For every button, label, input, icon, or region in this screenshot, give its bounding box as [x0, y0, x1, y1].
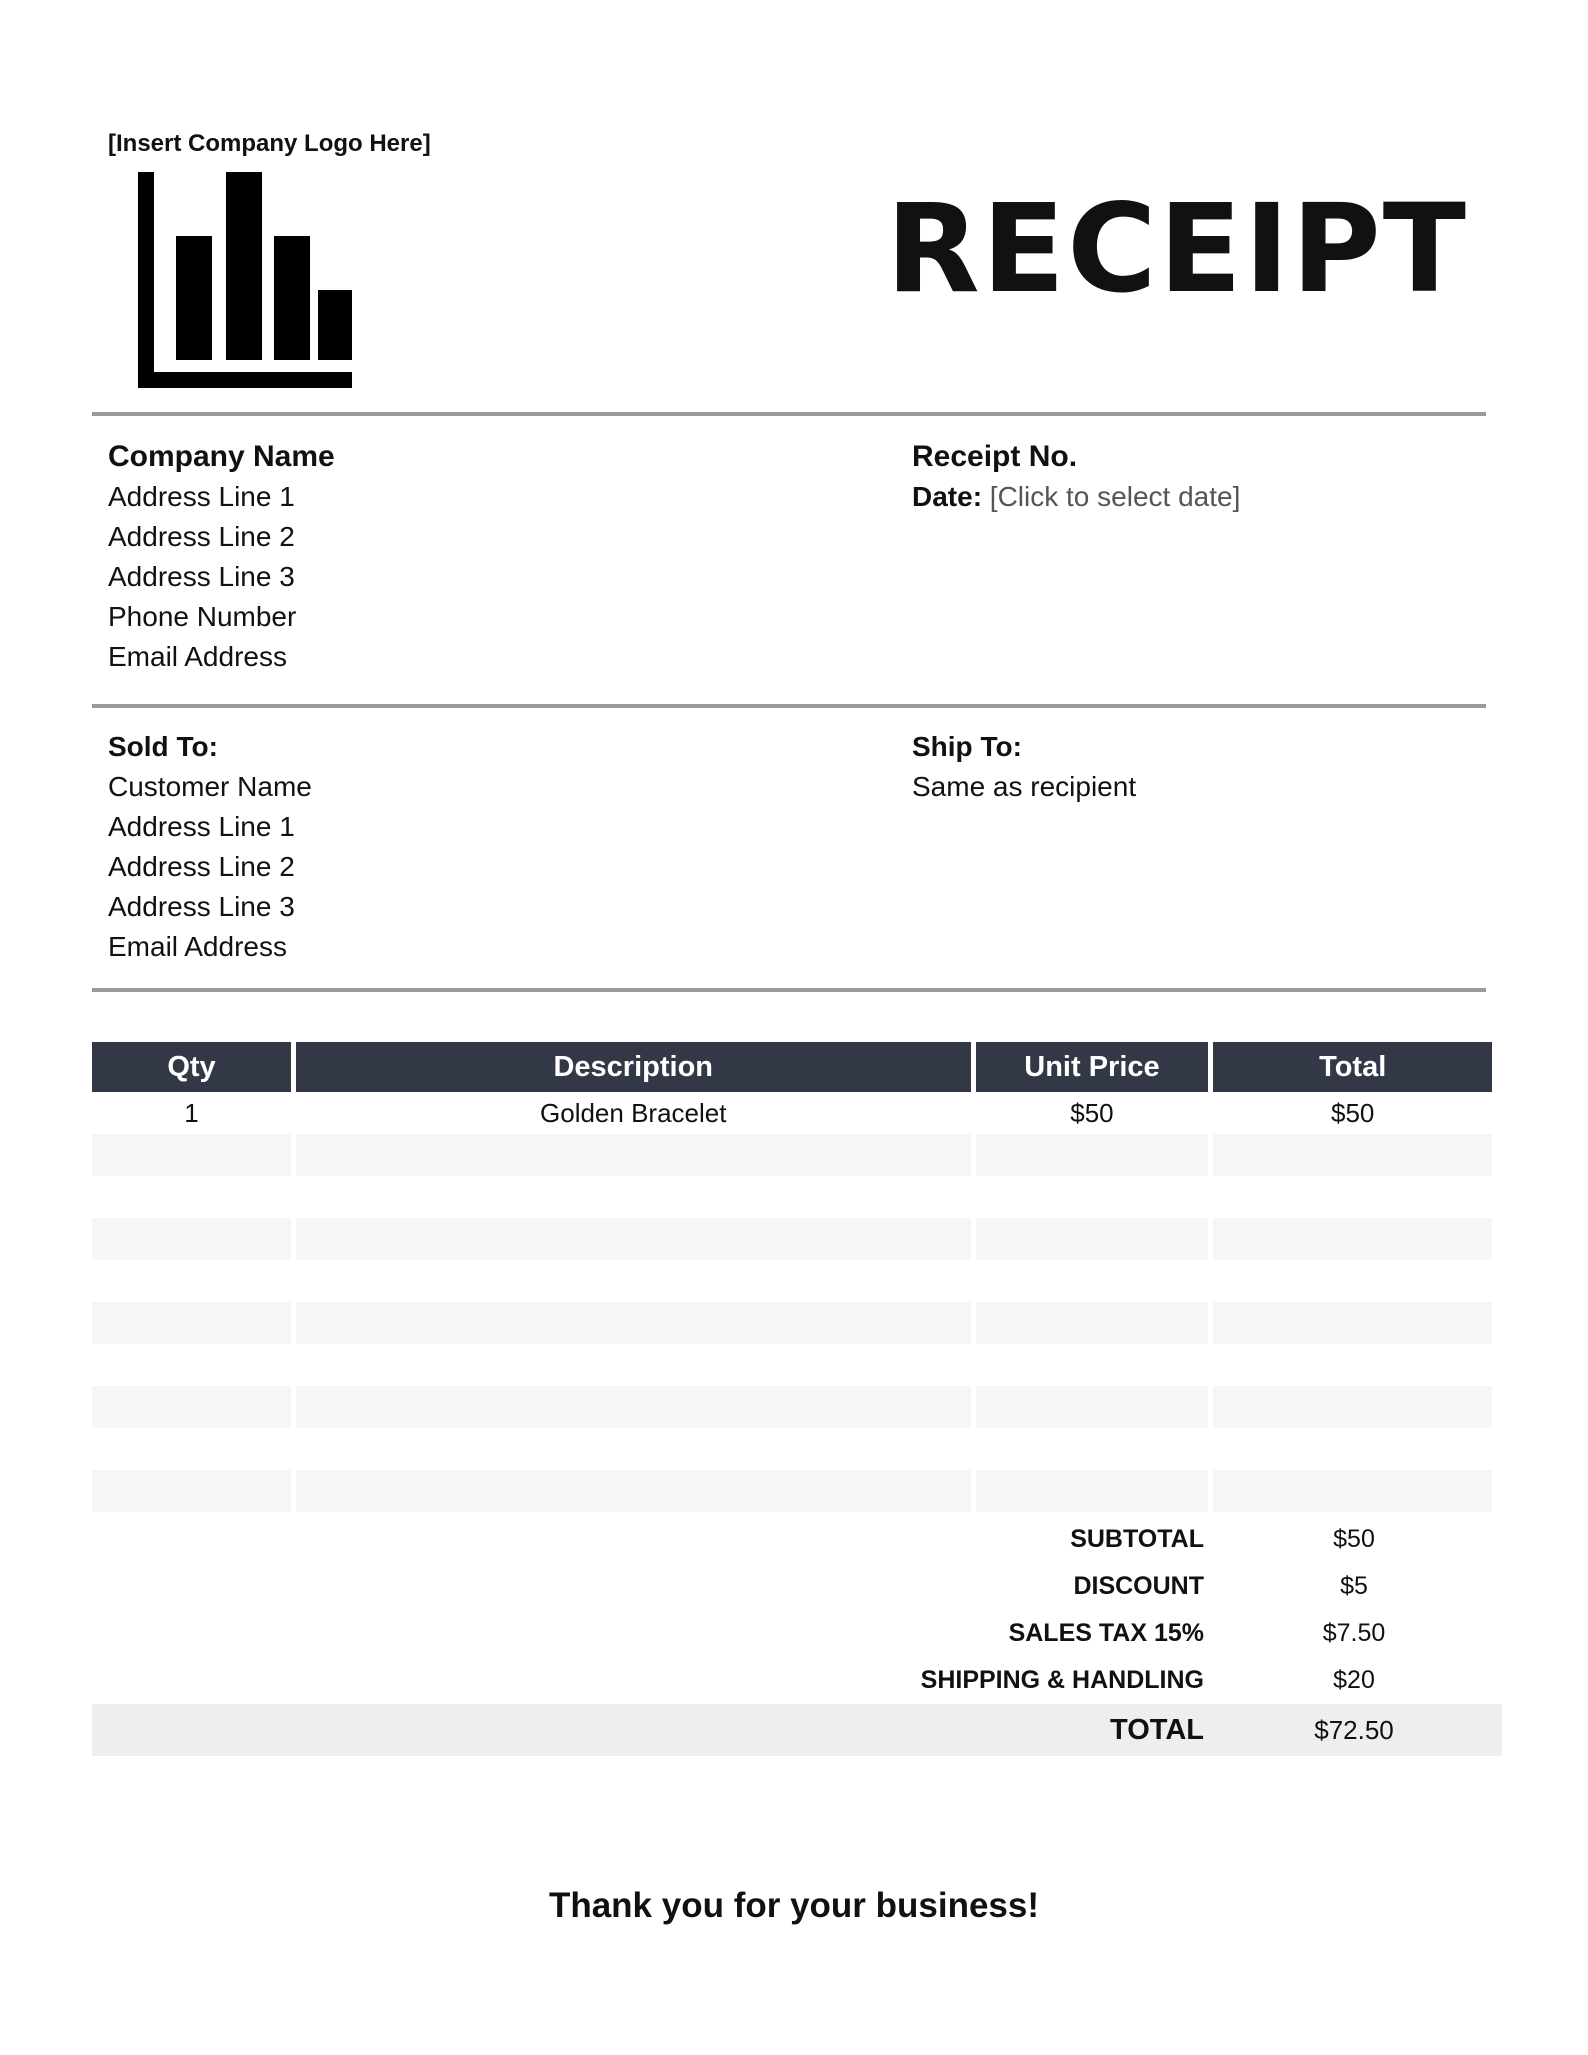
discount-label: DISCOUNT [1073, 1572, 1204, 1600]
sold-to-info [108, 727, 312, 967]
ship-to-info [912, 727, 1136, 807]
thank-you-message: Thank you for your business! [548, 1886, 1040, 1925]
table-row [92, 1218, 1492, 1260]
logo-axis-vertical [138, 172, 154, 388]
company-address-1: Address Line 1 [108, 481, 295, 512]
customer-email: Email Address [108, 931, 287, 962]
row-description: Golden Bracelet [540, 1097, 727, 1128]
qty-header: Qty [92, 1042, 291, 1092]
date-label: Date: [912, 481, 983, 512]
date-picker[interactable]: [Click to select date] [989, 481, 1241, 512]
logo-axis-horizontal [138, 372, 352, 388]
logo-bar [274, 236, 310, 360]
table-row [92, 1092, 1492, 1134]
grand-total-value: $72.50 [1314, 1714, 1394, 1745]
table-row [92, 1386, 1492, 1428]
total-row [92, 1704, 1502, 1756]
logo-placeholder-text: [Insert Company Logo Here] [108, 130, 431, 157]
row-qty: 1 [184, 1097, 199, 1128]
ship-to-value: Same as recipient [912, 771, 1137, 802]
subtotal-value: $50 [1333, 1525, 1375, 1553]
row-unit-price: $50 [1070, 1097, 1114, 1128]
table-row [92, 1470, 1492, 1512]
unit-price-header: Unit Price [976, 1042, 1209, 1092]
sales-tax-label: SALES TAX 15% [1008, 1619, 1204, 1647]
shipping-label: SHIPPING & HANDLING [920, 1666, 1204, 1694]
customer-name: Customer Name [108, 771, 312, 802]
company-address-3: Address Line 3 [108, 561, 295, 592]
shipping-row [92, 1657, 1502, 1704]
sold-to-label: Sold To: [108, 731, 218, 762]
company-phone: Phone Number [108, 601, 297, 632]
subtotal-row [92, 1516, 1502, 1563]
row-total: $50 [1331, 1097, 1375, 1128]
sales-tax-value: $7.50 [1322, 1619, 1386, 1647]
customer-address-1: Address Line 1 [108, 811, 295, 842]
table-row [92, 1344, 1492, 1386]
customer-address-2: Address Line 2 [108, 851, 295, 882]
company-email: Email Address [108, 641, 287, 672]
divider [92, 412, 1486, 416]
shipping-value: $20 [1333, 1666, 1375, 1694]
grand-total-label: TOTAL [1110, 1713, 1204, 1746]
sales-tax-row [92, 1610, 1502, 1657]
subtotal-label: SUBTOTAL [1070, 1525, 1204, 1553]
receipt-info [912, 437, 1240, 517]
table-header-row [92, 1042, 1492, 1092]
total-header: Total [1213, 1042, 1492, 1092]
divider [92, 988, 1486, 992]
discount-value: $5 [1340, 1572, 1368, 1600]
table-row [92, 1176, 1492, 1218]
description-header: Description [296, 1042, 971, 1092]
logo-bar [318, 290, 352, 360]
discount-row [92, 1563, 1502, 1610]
customer-address-3: Address Line 3 [108, 891, 295, 922]
divider [92, 704, 1486, 708]
logo-bar [176, 236, 212, 360]
table-row [92, 1302, 1492, 1344]
receipt-number-label: Receipt No. [912, 440, 1078, 473]
table-row [92, 1260, 1492, 1302]
summary-section [92, 1516, 1502, 1756]
bar-chart-logo-icon [138, 172, 352, 388]
document-title: RECEIPT [885, 178, 1468, 320]
logo-bar [226, 172, 262, 360]
table-row [92, 1428, 1492, 1470]
table-row [92, 1134, 1492, 1176]
ship-to-label: Ship To: [912, 731, 1022, 762]
company-address-2: Address Line 2 [108, 521, 295, 552]
company-name: Company Name [108, 440, 335, 473]
company-info [108, 437, 335, 677]
items-table [87, 1042, 1497, 1512]
